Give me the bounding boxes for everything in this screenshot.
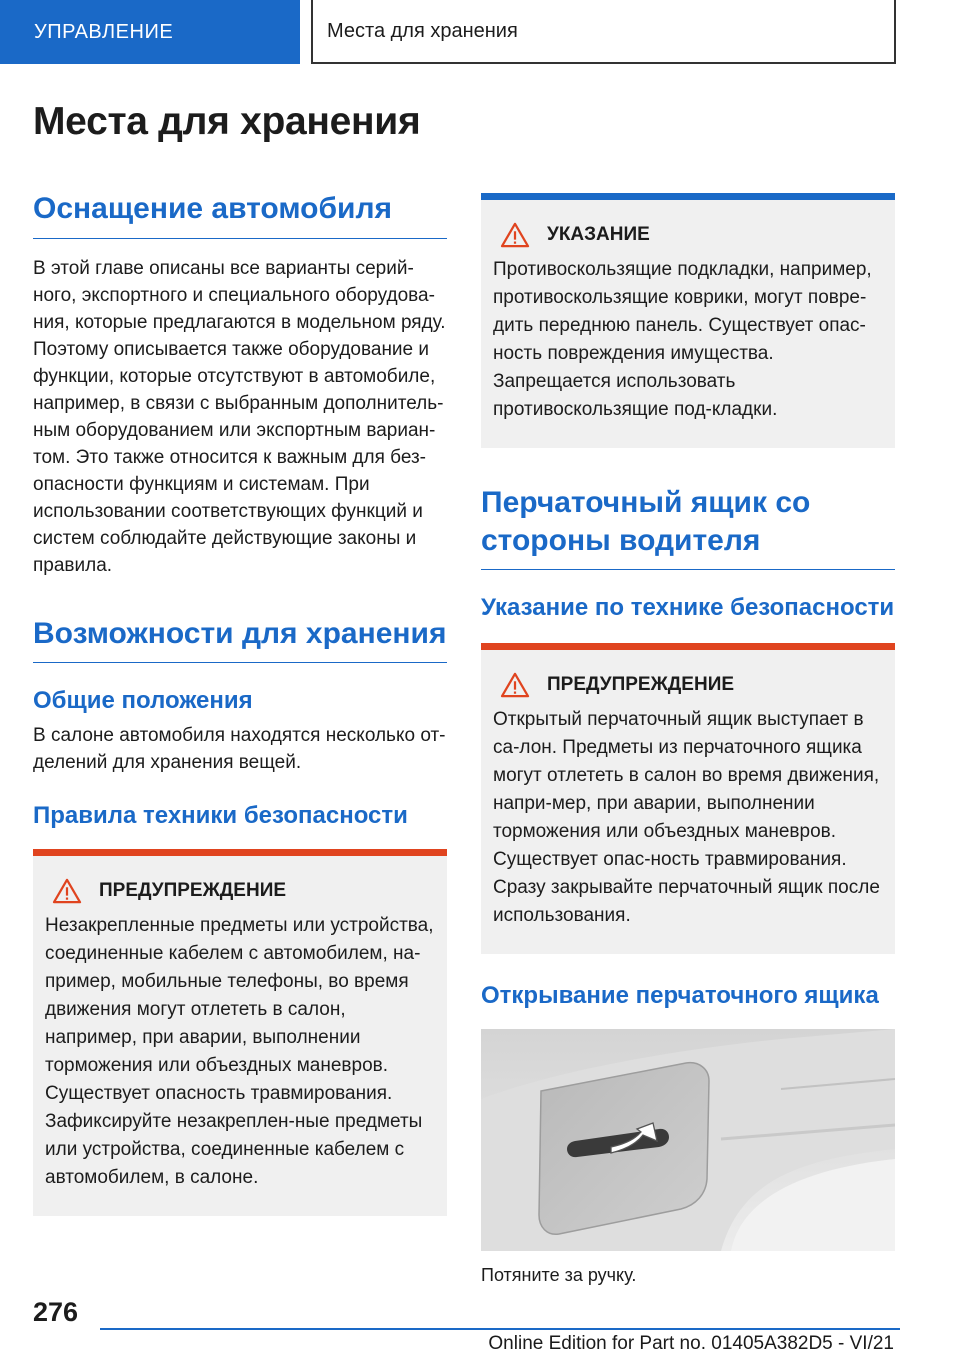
glovebox-warning-box (481, 643, 895, 954)
notice-header (493, 222, 883, 248)
glovebox-safety-heading: Указание по технике безопасности (481, 594, 895, 621)
notice-box (481, 193, 895, 448)
warning-label: ПРЕДУПРЕЖДЕНИЕ (99, 880, 287, 902)
header-section-tab (0, 0, 300, 64)
general-text: В салоне автомобиля находятся несколько от-делений для хранения вещей. (33, 725, 446, 774)
warning-triangle-icon (499, 672, 531, 698)
notice-label: УКАЗАНИЕ (547, 224, 650, 245)
left-column (33, 190, 447, 1216)
footer-rule (100, 1328, 900, 1330)
header-section-label: УПРАВЛЕНИЕ (34, 20, 174, 43)
right-column (481, 193, 895, 1286)
glovebox-illustration (481, 1029, 895, 1251)
notice-text: Противоскользящие подкладки, например, противоскользящие коврики, могут повре-дить переднюю панель. Существует опас-ность повреждения имущества. Запрещается использовать противоскользящие под-кладки. (493, 259, 872, 420)
equipment-text: В этой главе описаны все варианты серий-ного, экспортного и специального оборудова-ния, которые предлагаются в модельном ряду. Поэтому описывается также оборудование и функции, которые отсутствуют в автомобиле, например, в связи с выбранным дополнитель-ным оборудованием или экспортным вариан-том. Это также относится к важным для без-опасности функциям и системам. При использовании соответствующих функций и систем соблюдайте действующие законы и правила. (33, 257, 446, 576)
storage-heading: Возможности для хранения (33, 615, 447, 664)
glovebox-heading: Перчаточный ящик со стороны водителя (481, 484, 895, 570)
glovebox-warning-label: ПРЕДУПРЕЖДЕНИЕ (547, 674, 735, 696)
header-chapter-label: Места для хранения (327, 19, 518, 42)
equipment-heading: Оснащение автомобиля (33, 190, 447, 239)
glovebox-warning-text: Открытый перчаточный ящик выступает в са-лон. Предметы из перчаточного ящика могут отлететь в салон во время движения, напри-мер, при аварии, выполнении торможения или объездных маневров. Существует опас-ность травмирования. Сразу закрывайте перчаточный ящик после использования. (493, 709, 880, 927)
notice-triangle-icon (499, 222, 531, 248)
opening-heading: Открывание перчаточного ящика (481, 982, 879, 1010)
footer-edition: Online Edition for Part no. 01405A382D5 - VI/21 (488, 1333, 894, 1354)
figure-caption: Потяните за ручку. (481, 1265, 637, 1286)
page-number: 276 (33, 1297, 79, 1327)
warning-triangle-icon (51, 878, 83, 904)
glovebox-warning-header (493, 672, 883, 698)
page-title: Места для хранения (33, 100, 421, 143)
header-chapter-box (311, 0, 896, 64)
warning-text: Незакрепленные предметы или устройства, соединенные кабелем с автомобилем, на-пример, мобильные телефоны, во время движения могут отлететь в салон, например, при аварии, выполнении торможения или объездных маневров. Существует опасность травмирования. Зафиксируйте незакреплен-ные предметы или устройства, соединенные кабелем с автомобилем, в салоне. (45, 915, 434, 1189)
general-heading: Общие положения (33, 687, 253, 714)
glovebox-drawing (481, 1029, 895, 1251)
warning-header (45, 878, 435, 904)
warning-box (33, 849, 447, 1216)
safety-rules-heading: Правила техники безопасности (33, 802, 408, 830)
